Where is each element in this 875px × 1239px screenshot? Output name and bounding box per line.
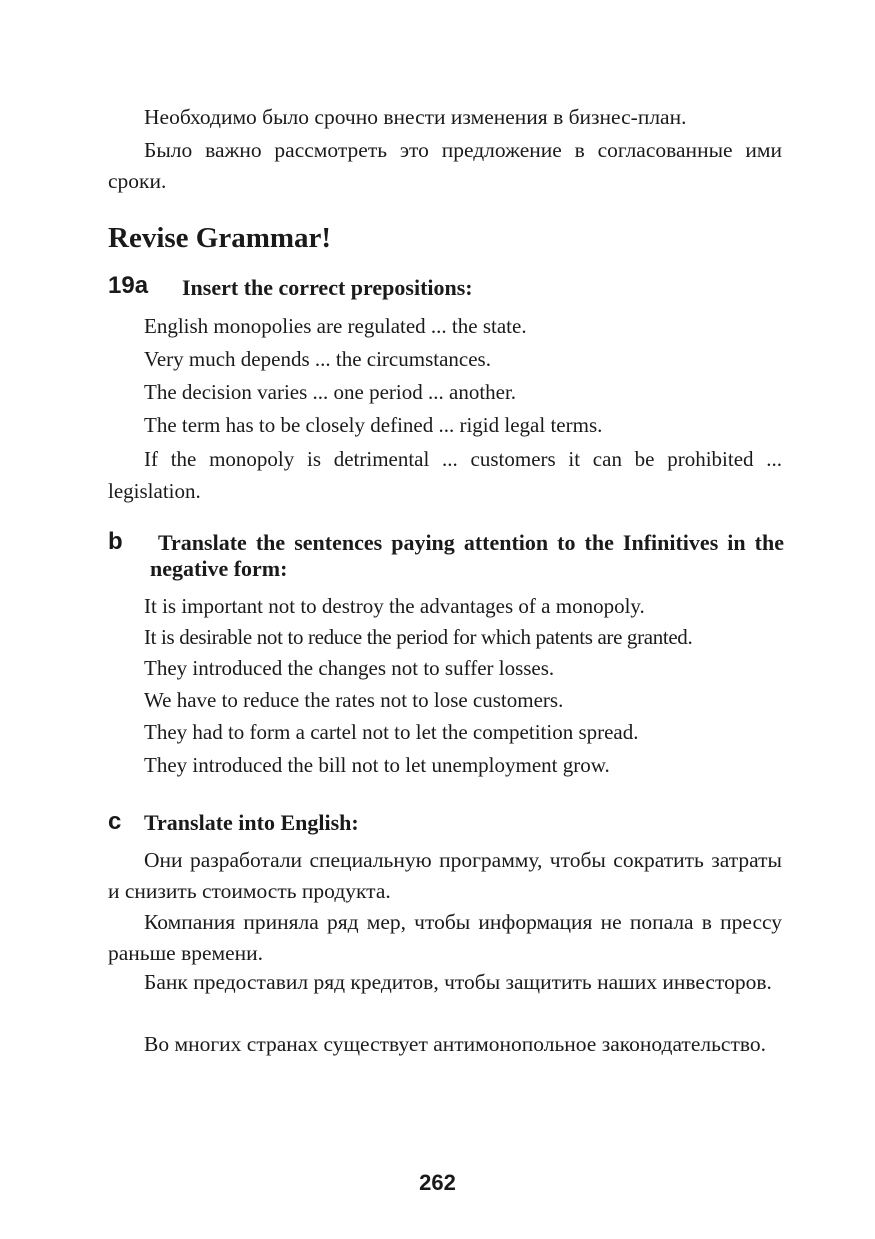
exercise-line: They had to form a cartel not to let the competition spread.: [144, 720, 639, 744]
exercise-line: The term has to be closely defined ... rigid legal terms.: [144, 413, 603, 437]
exercise-line: It is desirable not to reduce the period for which patents are granted.: [144, 625, 693, 649]
section-title: Revise Grammar!: [108, 222, 332, 254]
exercise-label: b: [108, 528, 123, 555]
exercise-line: English monopolies are regulated ... the state.: [144, 314, 527, 338]
exercise-paragraph: Банк предоставил ряд кредитов, чтобы защитить наших инвесторов.: [144, 970, 772, 994]
exercise-label: 19a: [108, 272, 149, 299]
intro-paragraph-2: Было важно рассмотреть это предложение в согласованные ими сроки.: [108, 138, 782, 193]
page-number: 262: [419, 1170, 456, 1195]
exercise-label: c: [108, 808, 122, 835]
exercise-line: It is important not to destroy the advantages of a monopoly.: [144, 594, 645, 618]
exercise-title: Insert the correct prepositions:: [182, 275, 473, 300]
exercise-line: The decision varies ... one period ... another.: [144, 380, 517, 404]
exercise-line: Very much depends ... the circumstances.: [144, 347, 491, 371]
exercise-line: If the monopoly is detrimental ... customers it can be prohibited ... legislation.: [108, 447, 782, 503]
exercise-line: We have to reduce the rates not to lose customers.: [144, 688, 564, 712]
exercise-title: Translate the sentences paying attention to the Infinitives in the negative form:: [150, 530, 784, 581]
exercise-paragraph: Компания приняла ряд мер, чтобы информация не попала в прессу раньше времени.: [108, 910, 782, 965]
exercise-paragraph: Во многих странах существует антимонопольное законодательство.: [144, 1032, 766, 1056]
exercise-line: They introduced the bill not to let unemployment grow.: [144, 753, 610, 777]
exercise-title: Translate into English:: [144, 810, 359, 835]
exercise-line: They introduced the changes not to suffer losses.: [144, 656, 555, 680]
exercise-paragraph: Они разработали специальную программу, чтобы сократить затраты и снизить стоимость продукта.: [108, 848, 782, 903]
intro-paragraph-1: Необходимо было срочно внести изменения в бизнес-план.: [144, 105, 687, 129]
